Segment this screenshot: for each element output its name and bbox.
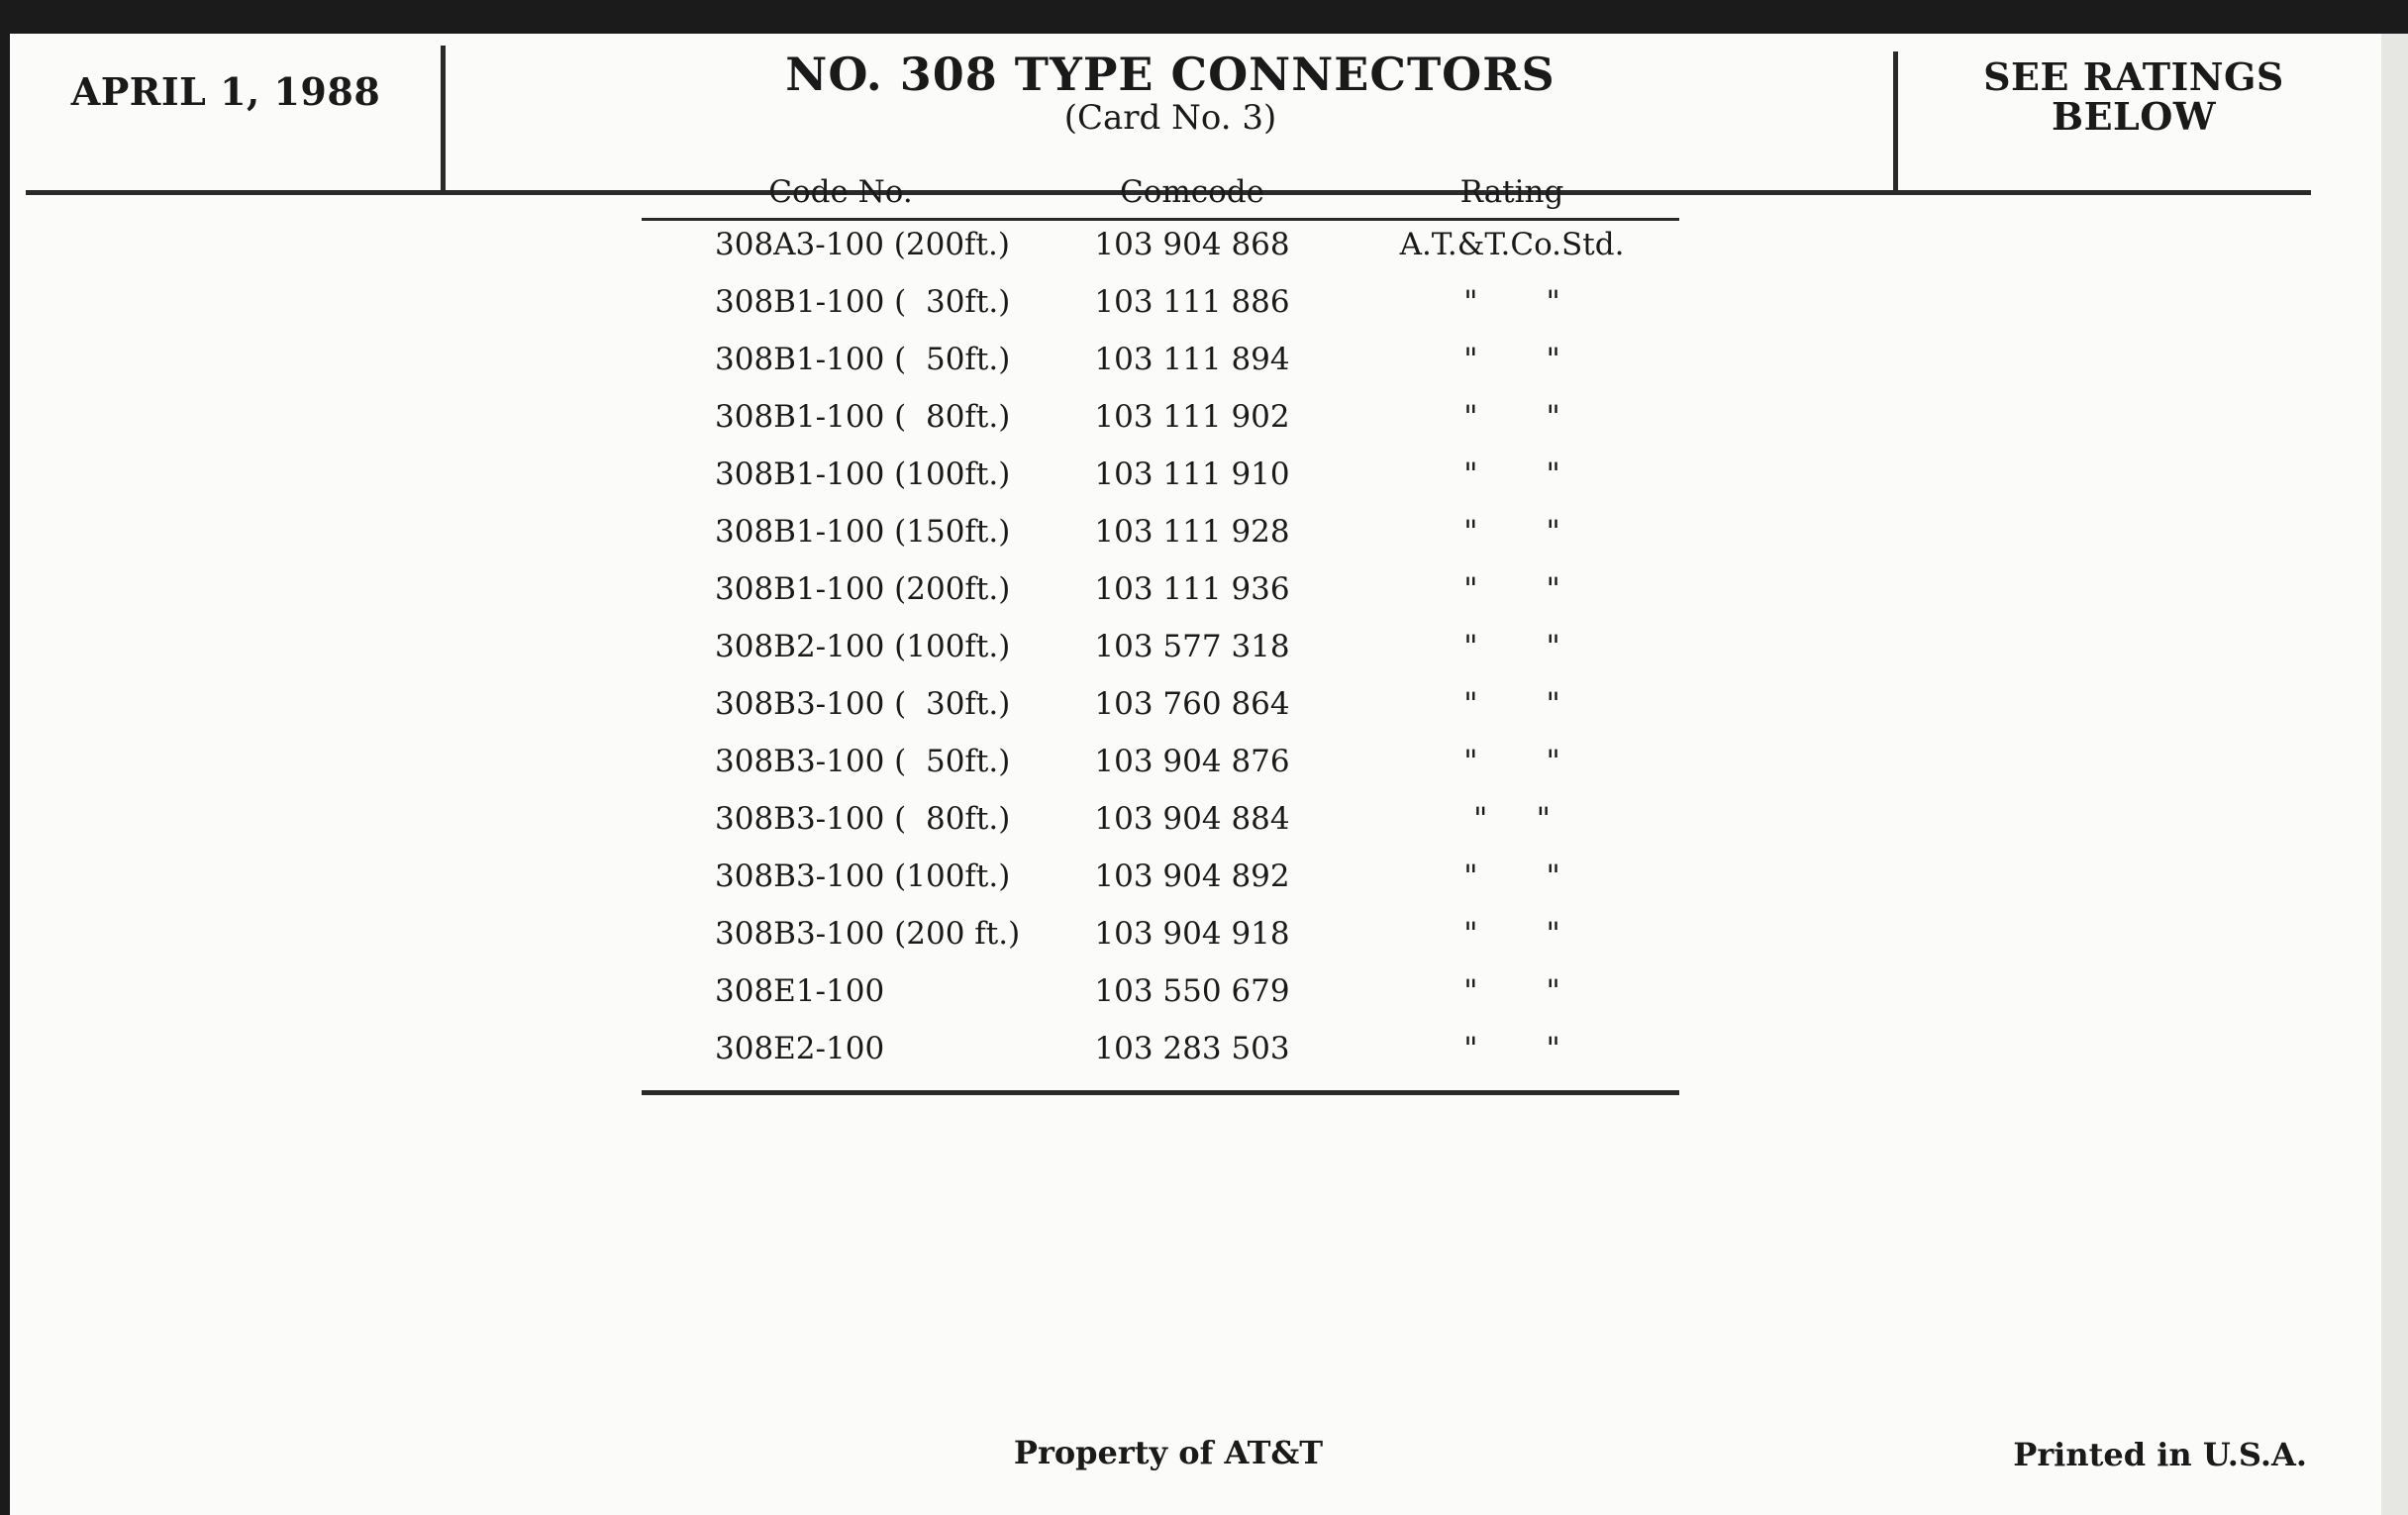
comcode-cell: 103 550 679 bbox=[1094, 973, 1290, 1009]
rating-cell: A.T.&T.Co.Std. bbox=[1399, 227, 1625, 262]
comcode-cell: 103 760 864 bbox=[1094, 686, 1290, 722]
code-cell: 308B3-100 ( 80ft.) bbox=[715, 801, 1011, 837]
ratings-note-line2: BELOW bbox=[2051, 94, 2217, 139]
code-cell: 308B3-100 (100ft.) bbox=[715, 858, 1011, 894]
header-divider-right bbox=[1893, 51, 1898, 195]
comcode-cell: 103 904 868 bbox=[1094, 227, 1290, 262]
card-date: APRIL 1, 1988 bbox=[70, 69, 381, 114]
header-divider-left bbox=[441, 46, 446, 194]
table-row bbox=[642, 278, 1679, 336]
table-row bbox=[642, 623, 1679, 680]
card-subtitle: (Card No. 3) bbox=[1063, 98, 1277, 138]
comcode-cell: 103 904 876 bbox=[1094, 744, 1290, 779]
code-cell: 308B1-100 (100ft.) bbox=[715, 456, 1011, 492]
code-cell: 308E1-100 bbox=[715, 973, 885, 1009]
property-notice: Property of AT&T bbox=[1013, 1434, 1324, 1471]
comcode-cell: 103 111 910 bbox=[1094, 456, 1290, 492]
table-row bbox=[642, 393, 1679, 451]
table-row bbox=[642, 910, 1679, 967]
table-row bbox=[642, 1025, 1679, 1082]
code-cell: 308B1-100 ( 80ft.) bbox=[715, 399, 1011, 435]
comcode-cell: 103 111 886 bbox=[1094, 284, 1290, 320]
table-bottom-rule bbox=[642, 1090, 1679, 1095]
comcode-cell: 103 111 936 bbox=[1094, 571, 1290, 607]
code-cell: 308B3-100 ( 50ft.) bbox=[715, 744, 1011, 779]
table-row bbox=[642, 508, 1679, 565]
rating-cell: " " bbox=[1463, 916, 1560, 952]
card-title: NO. 308 TYPE CONNECTORS bbox=[785, 48, 1555, 101]
table-row bbox=[642, 795, 1679, 853]
comcode-cell: 103 904 884 bbox=[1094, 801, 1290, 837]
rating-cell: " " bbox=[1463, 456, 1560, 492]
rating-cell: " " bbox=[1463, 514, 1560, 550]
table-row bbox=[642, 221, 1679, 278]
table-row bbox=[642, 738, 1679, 795]
ratings-note bbox=[1906, 54, 2361, 139]
code-cell: 308B1-100 (200ft.) bbox=[715, 571, 1011, 607]
comcode-cell: 103 904 918 bbox=[1094, 916, 1290, 952]
code-cell: 308B2-100 (100ft.) bbox=[715, 629, 1011, 664]
comcode-cell: 103 111 928 bbox=[1094, 514, 1290, 550]
comcode-cell: 103 283 503 bbox=[1094, 1031, 1290, 1066]
code-cell: 308B3-100 (200 ft.) bbox=[715, 916, 1021, 952]
column-header-comcode: Comcode bbox=[1120, 174, 1264, 210]
rating-cell: " " bbox=[1463, 686, 1560, 722]
code-cell: 308B3-100 ( 30ft.) bbox=[715, 686, 1011, 722]
code-cell: 308E2-100 bbox=[715, 1031, 885, 1066]
ratings-note-line1: SEE RATINGS bbox=[1983, 54, 2284, 99]
column-header-rating: Rating bbox=[1459, 174, 1564, 210]
card-title-block bbox=[448, 50, 1893, 137]
table-row bbox=[642, 680, 1679, 738]
rating-cell: " " bbox=[1463, 858, 1560, 894]
table-row bbox=[642, 336, 1679, 393]
table-row bbox=[642, 565, 1679, 623]
column-header-code: Code No. bbox=[768, 174, 913, 210]
rating-cell: " " bbox=[1463, 1031, 1560, 1066]
comcode-cell: 103 111 902 bbox=[1094, 399, 1290, 435]
table-row bbox=[642, 451, 1679, 508]
code-cell: 308B1-100 ( 50ft.) bbox=[715, 342, 1011, 377]
rating-cell: " " bbox=[1463, 399, 1560, 435]
comcode-cell: 103 577 318 bbox=[1094, 629, 1290, 664]
rating-cell: " " bbox=[1463, 571, 1560, 607]
connectors-table bbox=[642, 166, 1679, 1095]
rating-cell: " " bbox=[1473, 801, 1551, 837]
comcode-cell: 103 111 894 bbox=[1094, 342, 1290, 377]
table-header bbox=[642, 166, 1679, 221]
table-row bbox=[642, 967, 1679, 1025]
card-edge bbox=[2381, 34, 2408, 1515]
rating-cell: " " bbox=[1463, 973, 1560, 1009]
code-cell: 308B1-100 (150ft.) bbox=[715, 514, 1011, 550]
table-row bbox=[642, 853, 1679, 910]
rating-cell: " " bbox=[1463, 284, 1560, 320]
rating-cell: " " bbox=[1463, 744, 1560, 779]
code-cell: 308A3-100 (200ft.) bbox=[715, 227, 1010, 262]
printed-notice: Printed in U.S.A. bbox=[2013, 1436, 2307, 1473]
comcode-cell: 103 904 892 bbox=[1094, 858, 1290, 894]
code-cell: 308B1-100 ( 30ft.) bbox=[715, 284, 1011, 320]
rating-cell: " " bbox=[1463, 342, 1560, 377]
table-body bbox=[642, 221, 1679, 1082]
rating-cell: " " bbox=[1463, 629, 1560, 664]
